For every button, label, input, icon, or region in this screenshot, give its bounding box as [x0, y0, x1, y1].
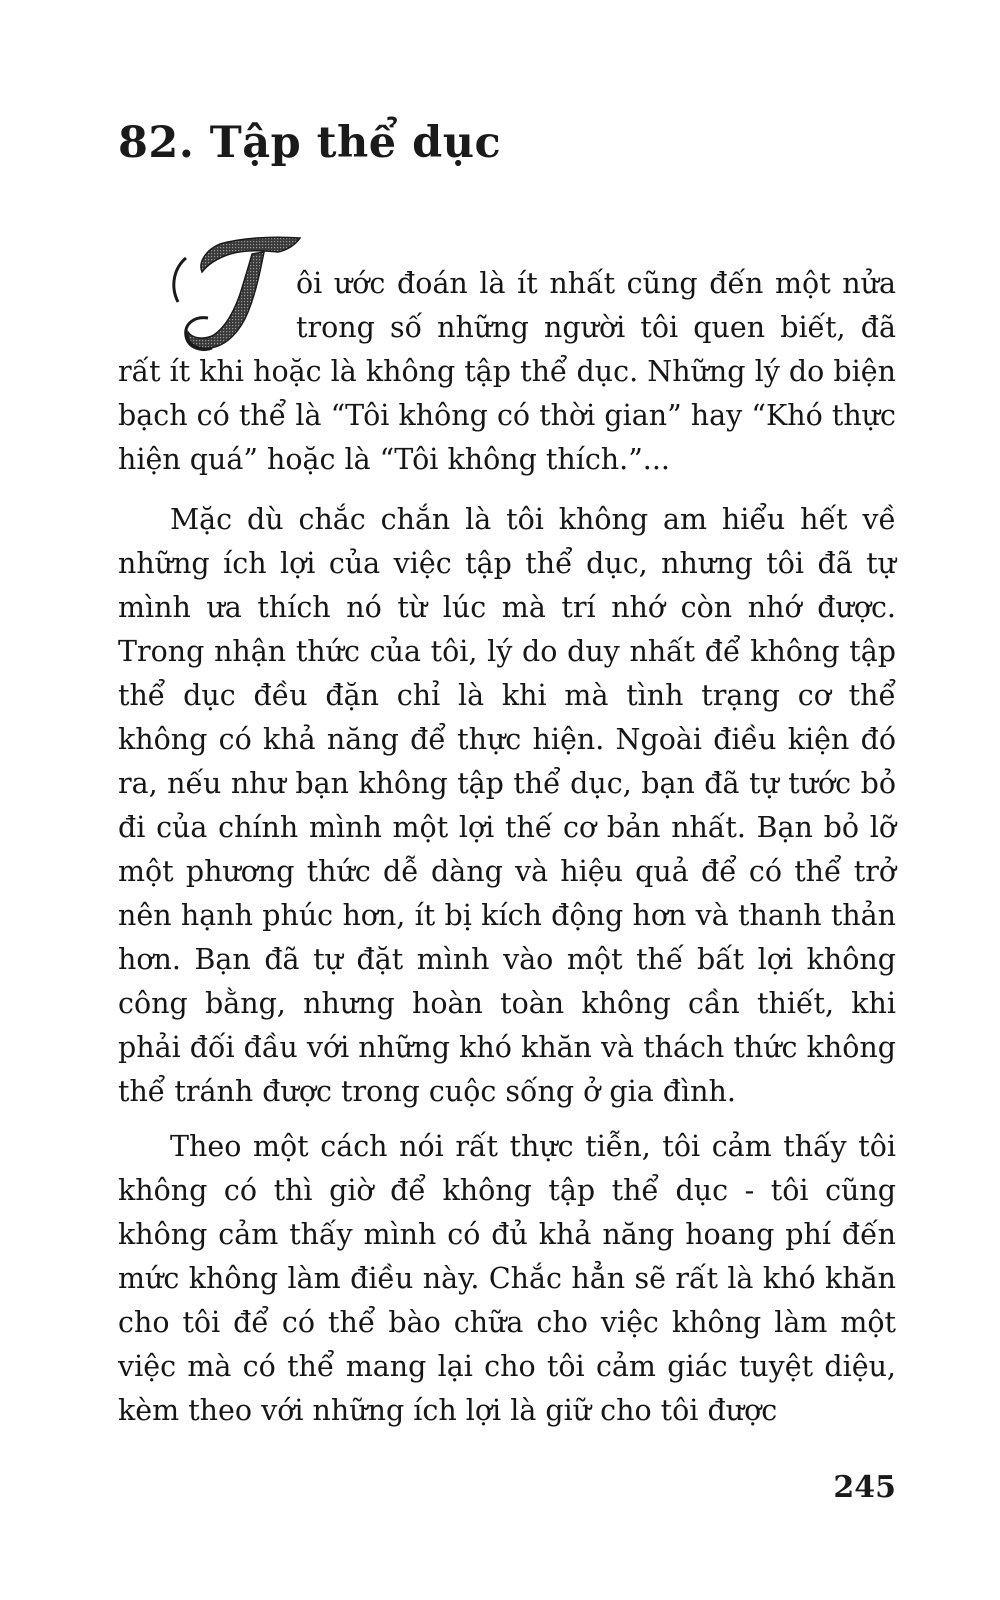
- paragraph-1-line-2: trong số những người tôi quen biết, đã: [296, 311, 896, 344]
- paragraph-1-line-1: ôi ước đoán là ít nhất cũng đến một nửa: [296, 267, 896, 300]
- paragraph-1-body: rất ít khi hoặc là không tập thể dục. Những lý do biện bạch có thể là “Tôi không có thời gian” hay “Khó thực hiện quá” hoặc là “Tôi không thích.”...: [118, 355, 896, 476]
- paragraph-3: [118, 1125, 896, 1433]
- paragraph-2-body: Mặc dù chắc chắn là tôi không am hiểu hết về những ích lợi của việc tập thể dục, nhưng tôi đã tự mình ưa thích nó từ lúc mà trí nhớ còn nhớ được. Trong nhận thức của tôi, lý do duy nhất để không tập thể dục đều đặn chỉ là khi mà tình trạng cơ thể không có khả năng để thực hiện. Ngoài điều kiện đó ra, nếu như bạn không tập thể dục, bạn đã tự tước bỏ đi của chính mình một lợi thế cơ bản nhất. Bạn bỏ lỡ một phương thức dễ dàng và hiệu quả để có thể trở nên hạnh phúc hơn, ít bị kích động hơn và thanh thản hơn. Bạn đã tự đặt mình vào một thế bất lợi không công bằng, nhưng hoàn toàn không cần thiết, khi phải đối đầu với những khó khăn và thách thức không thể tránh được trong cuộc sống ở gia đình.: [118, 503, 896, 1108]
- chapter-title: 82. Tập thể dục: [118, 118, 502, 168]
- paragraph-3-body: Theo một cách nói rất thực tiễn, tôi cảm thấy tôi không có thì giờ để không tập thể dục - tôi cũng không cảm thấy mình có đủ khả năng hoang phí đến mức không làm điều này. Chắc hẳn sẽ rất là khó khăn cho tôi để có thể bào chữa cho việc không làm một việc mà có thể mang lại cho tôi cảm giác tuyệt diệu, kèm theo với những ích lợi là giữ cho tôi được: [118, 1130, 896, 1427]
- paragraph-1: [118, 262, 896, 482]
- page-number: 245: [833, 1470, 896, 1505]
- paragraph-2: [118, 498, 896, 1114]
